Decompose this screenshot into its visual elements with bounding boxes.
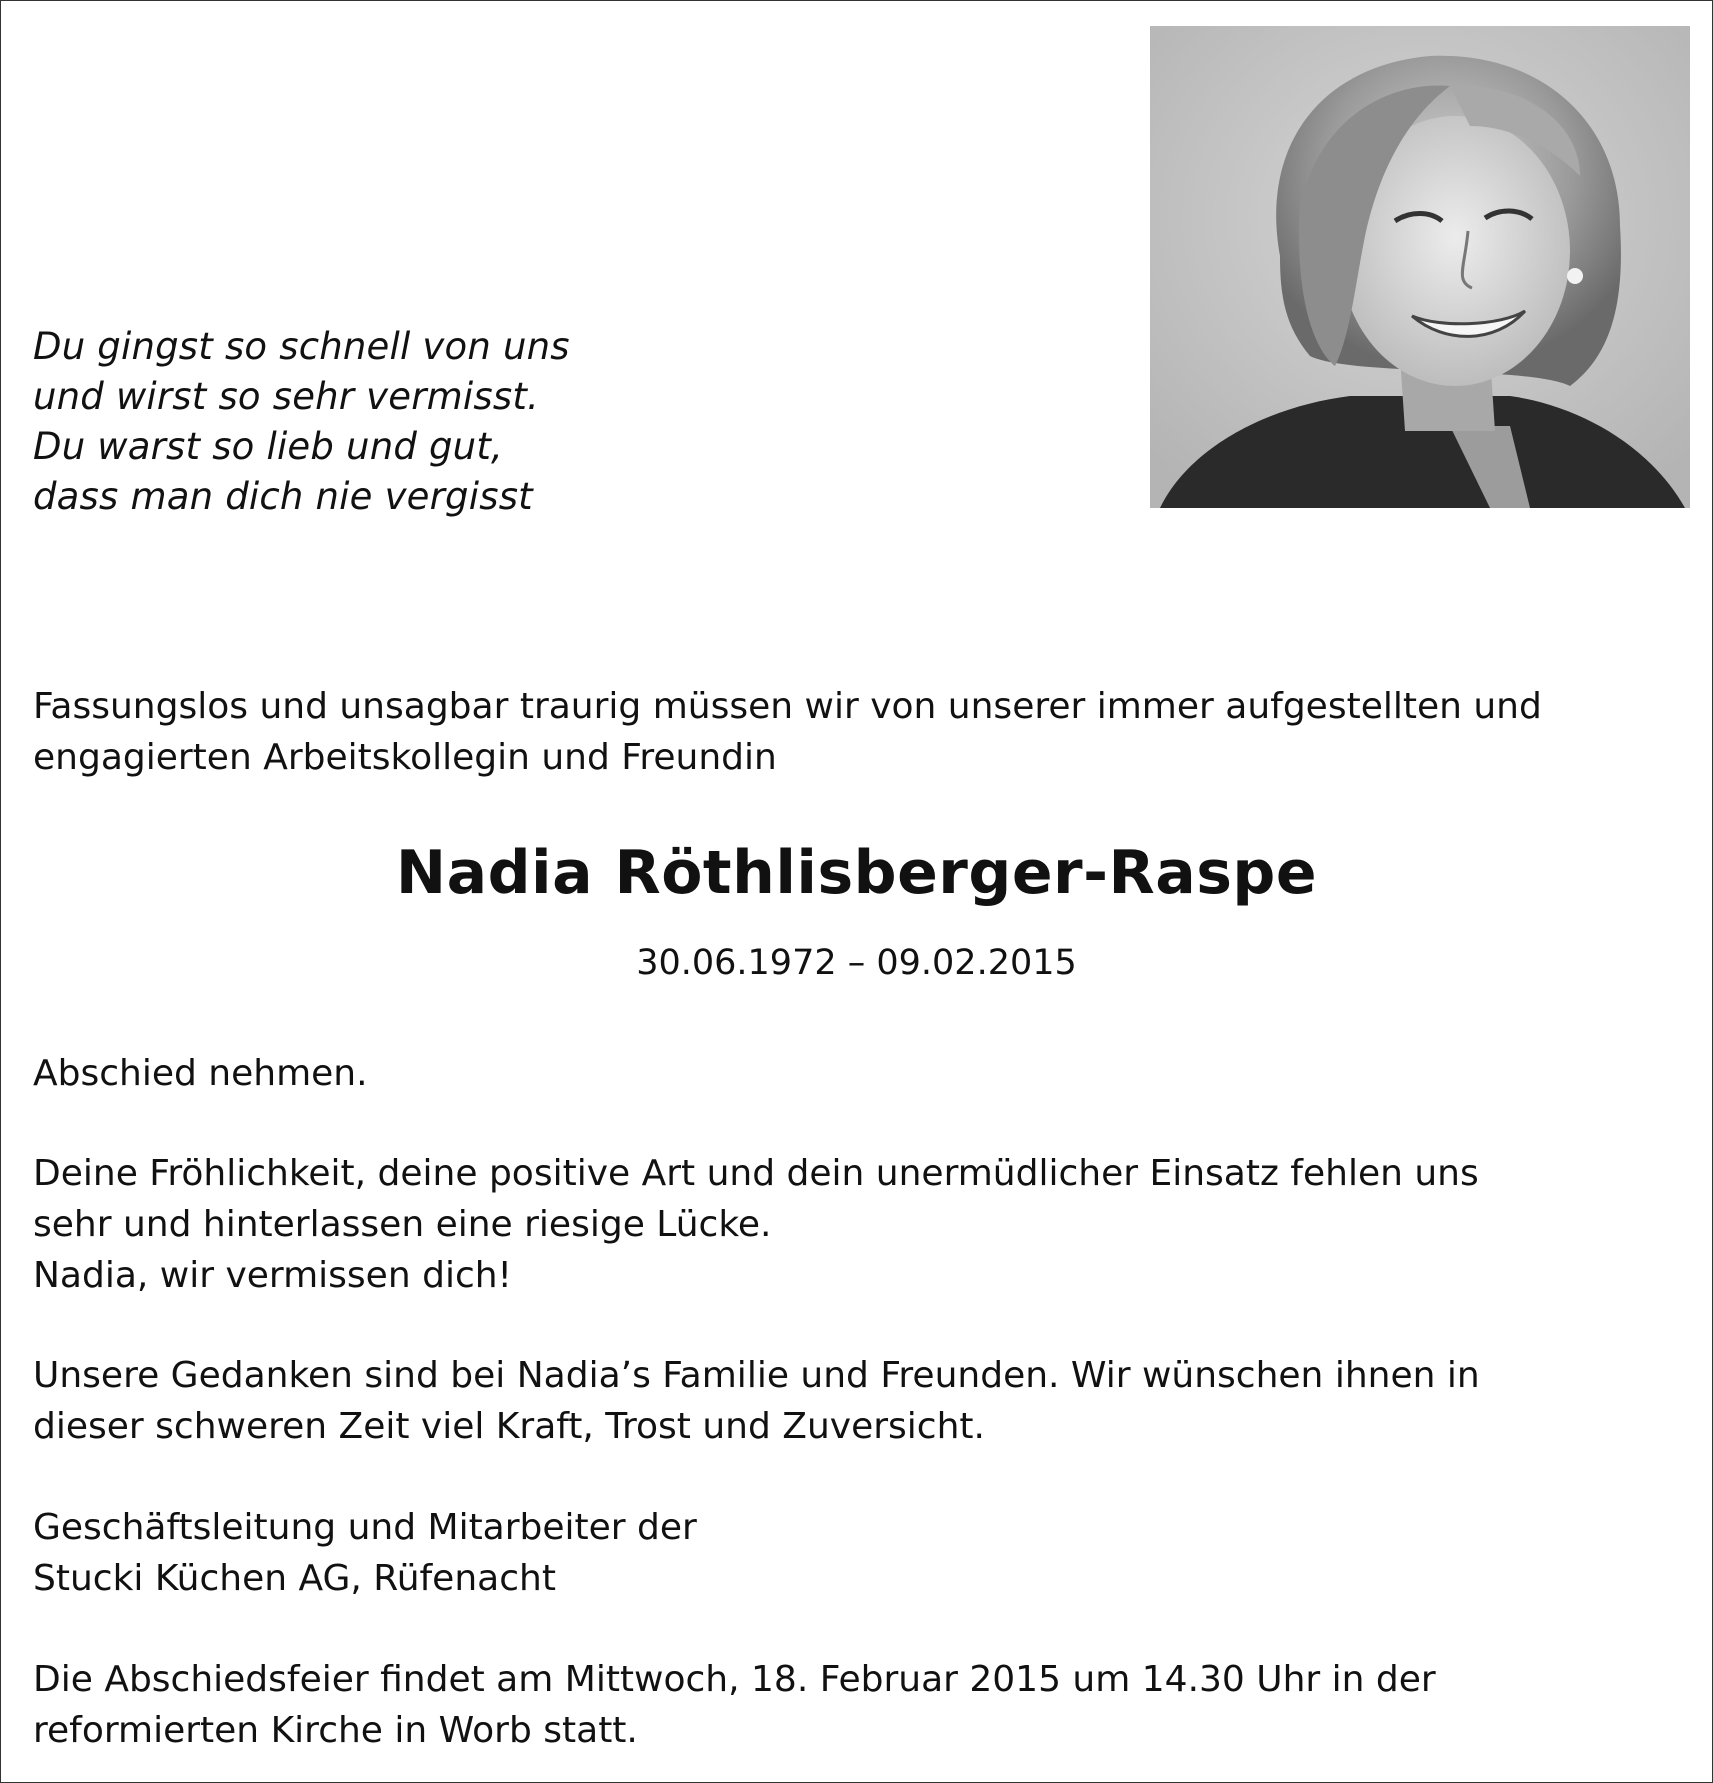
ceremony-text (33, 1654, 1683, 1756)
signature-line: Geschäftsleitung und Mitarbeiter der (33, 1507, 697, 1548)
tribute-line: sehr und hinterlassen eine riesige Lücke. (33, 1204, 772, 1245)
poem-line: Du gingst so schnell von uns (33, 325, 570, 368)
ceremony-line: reformierten Kirche in Worb statt. (33, 1710, 638, 1751)
poem (33, 322, 570, 522)
condolence-text (33, 1350, 1683, 1452)
poem-line: und wirst so sehr vermisst. (33, 375, 540, 418)
tribute-text (33, 1148, 1683, 1301)
intro-line: Fassungslos und unsagbar traurig müssen wir von unserer immer aufgestellten und (33, 686, 1542, 727)
ceremony-line: Die Abschiedsfeier findet am Mittwoch, 18. Februar 2015 um 14.30 Uhr in der (33, 1659, 1436, 1700)
tribute-line: Nadia, wir vermissen dich! (33, 1255, 512, 1296)
poem-line: dass man dich nie vergisst (33, 475, 533, 518)
intro-text (33, 681, 1683, 783)
signature-line: Stucki Küchen AG, Rüfenacht (33, 1558, 556, 1599)
deceased-name: Nadia Röthlisberger-Raspe (395, 838, 1318, 908)
signature-text (33, 1502, 1683, 1604)
intro-line: engagierten Arbeitskollegin und Freundin (33, 737, 777, 778)
condolence-line: Unsere Gedanken sind bei Nadia’s Familie und Freunden. Wir wünschen ihnen in (33, 1355, 1480, 1396)
condolence-line: dieser schweren Zeit viel Kraft, Trost und Zuversicht. (33, 1406, 985, 1447)
portrait-photo-icon (1150, 26, 1690, 508)
tribute-line: Deine Fröhlichkeit, deine positive Art und dein unermüdlicher Einsatz fehlen uns (33, 1153, 1479, 1194)
farewell-text (33, 1048, 1683, 1099)
farewell-line: Abschied nehmen. (33, 1053, 368, 1094)
poem-line: Du warst so lieb und gut, (33, 425, 503, 468)
portrait-photo (1150, 26, 1690, 508)
life-dates: 30.06.1972 – 09.02.2015 (636, 943, 1077, 983)
